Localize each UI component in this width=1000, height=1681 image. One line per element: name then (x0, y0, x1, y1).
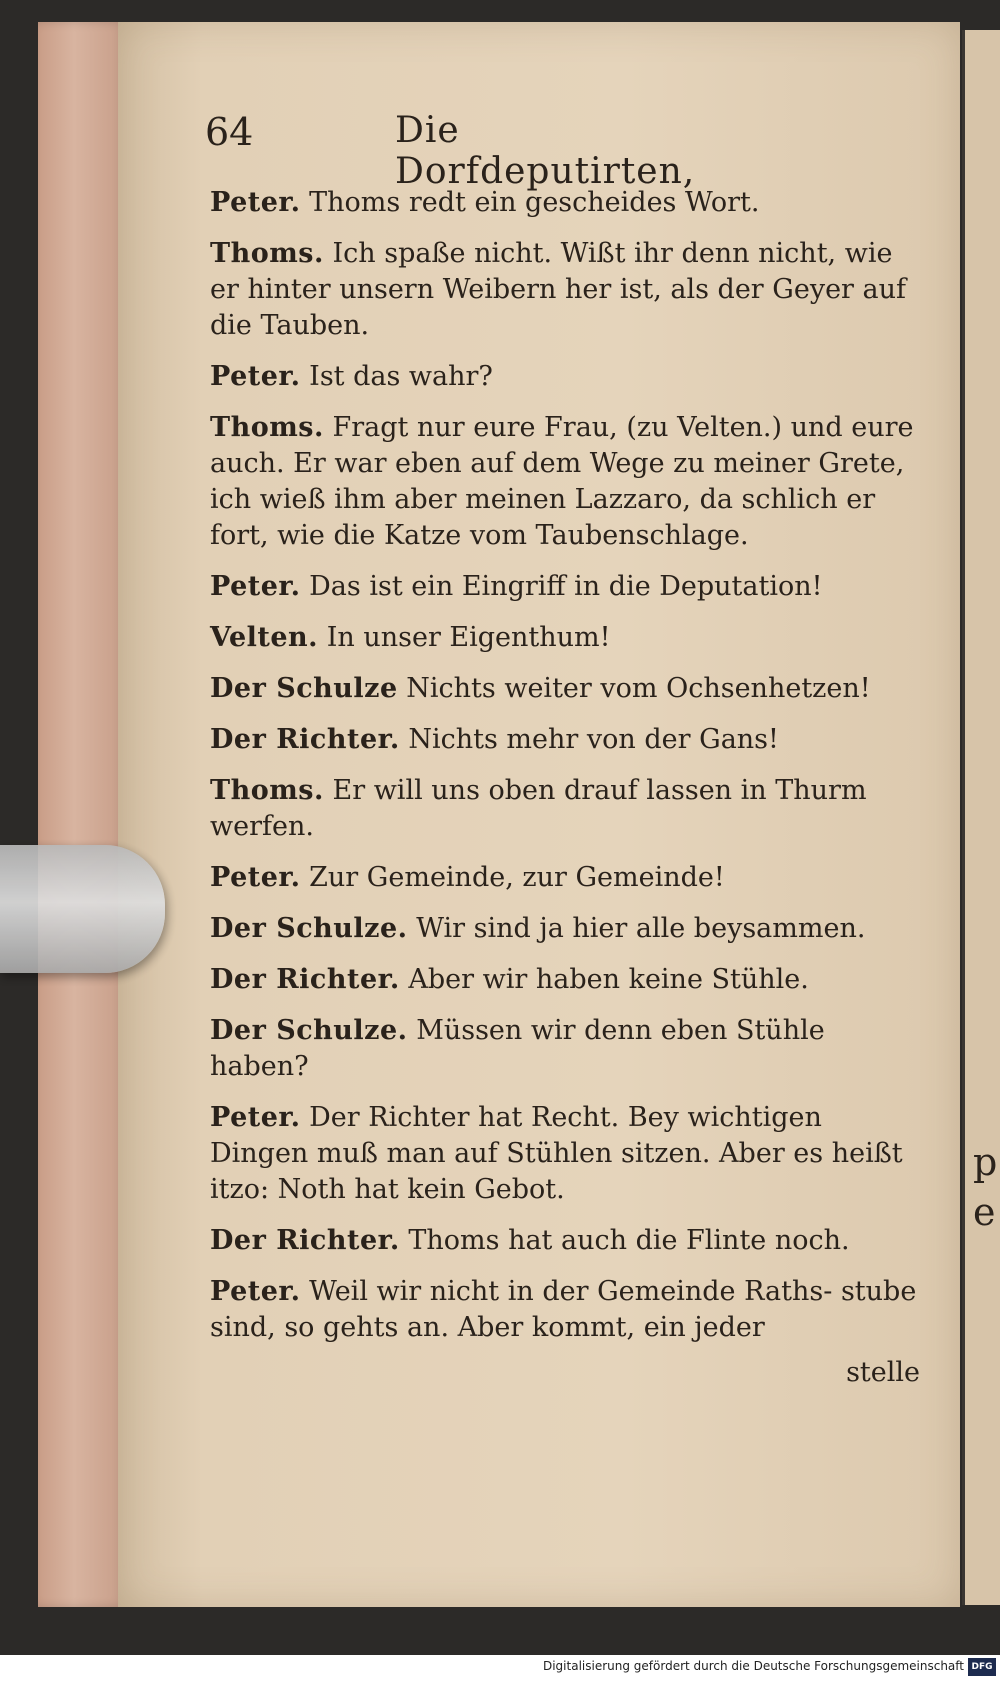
speaker-name: Der Richter. (210, 724, 400, 755)
line-text: Nichts weiter vom Ochsenhetzen! (406, 673, 871, 704)
dialogue-text (210, 185, 920, 1391)
speaker-name: Thoms. (210, 238, 324, 269)
next-page-fragment: e (973, 1190, 996, 1234)
line-text: Der Richter hat Recht. Bey wichtigen Dingen muß man auf Stühlen sitzen. Aber es heißt itzo: Noth hat kein Gebot. (210, 1102, 903, 1205)
dialogue-line (210, 569, 920, 605)
speaker-name: Der Richter. (210, 964, 400, 995)
catchword: stelle (846, 1357, 920, 1388)
dialogue-line (210, 1223, 920, 1259)
dialogue-line (210, 185, 920, 221)
speaker-name: Der Schulze. (210, 913, 408, 944)
dialogue-line (210, 671, 920, 707)
speaker-name: Der Schulze (210, 673, 398, 704)
line-text: Ich spaße nicht. Wißt ihr denn nicht, wie er hinter unsern Weibern her ist, als der Geyer auf die Tauben. (210, 238, 907, 341)
dialogue-line (210, 962, 920, 998)
dialogue-line (210, 911, 920, 947)
page-edge (38, 22, 128, 1607)
dialogue-line (210, 620, 920, 656)
dfg-logo-icon: DFG (968, 1658, 996, 1676)
line-text: Nichts mehr von der Gans! (408, 724, 779, 755)
funding-credit: Digitalisierung gefördert durch die Deutsche Forschungsgemeinschaft (542, 1659, 964, 1673)
speaker-name: Peter. (210, 1102, 301, 1133)
page-tab-marker (0, 845, 165, 973)
speaker-name: Der Schulze. (210, 1015, 408, 1046)
line-text: Thoms hat auch die Flinte noch. (408, 1225, 850, 1256)
dialogue-line (210, 1100, 920, 1208)
footer-bar (0, 1655, 1000, 1681)
speaker-name: Der Richter. (210, 1225, 400, 1256)
speaker-name: Peter. (210, 571, 301, 602)
running-title: Die Dorfdeputirten, (395, 110, 696, 192)
speaker-name: Peter. (210, 187, 301, 218)
line-text: Müssen wir denn eben Stühle haben? (210, 1015, 825, 1082)
line-text: Zur Gemeinde, zur Gemeinde! (309, 862, 725, 893)
page-header (205, 110, 765, 192)
next-page-edge (962, 30, 1000, 1605)
line-text: Aber wir haben keine Stühle. (408, 964, 809, 995)
dialogue-line (210, 860, 920, 896)
speaker-name: Peter. (210, 1276, 301, 1307)
dialogue-line (210, 1013, 920, 1085)
speaker-name: Thoms. (210, 412, 324, 443)
line-text: In unser Eigenthum! (326, 622, 611, 653)
line-text: Fragt nur eure Frau, (zu Velten.) und eure auch. Er war eben auf dem Wege zu meiner Grete, ich wieß ihm aber meinen Lazzaro, da schlich er fort, wie die Katze vom Taubenschlage. (210, 412, 914, 551)
line-text: Weil wir nicht in der Gemeinde Raths- stube sind, so gehts an. Aber kommt, ein jeder (210, 1276, 917, 1343)
line-text: Ist das wahr? (309, 361, 493, 392)
page-number: 64 (205, 110, 254, 154)
line-text: Thoms redt ein gescheides Wort. (309, 187, 760, 218)
dialogue-line (210, 359, 920, 395)
speaker-name: Peter. (210, 862, 301, 893)
dialogue-line (210, 236, 920, 344)
dialogue-line (210, 722, 920, 758)
dialogue-line (210, 410, 920, 554)
dialogue-line (210, 773, 920, 845)
line-text: Er will uns oben drauf lassen in Thurm werfen. (210, 775, 867, 842)
line-text: Das ist ein Eingriff in die Deputation! (309, 571, 823, 602)
speaker-name: Velten. (210, 622, 319, 653)
speaker-name: Thoms. (210, 775, 324, 806)
dialogue-line (210, 1274, 920, 1346)
line-text: Wir sind ja hier alle beysammen. (416, 913, 866, 944)
speaker-name: Peter. (210, 361, 301, 392)
next-page-fragment: p (973, 1140, 998, 1184)
